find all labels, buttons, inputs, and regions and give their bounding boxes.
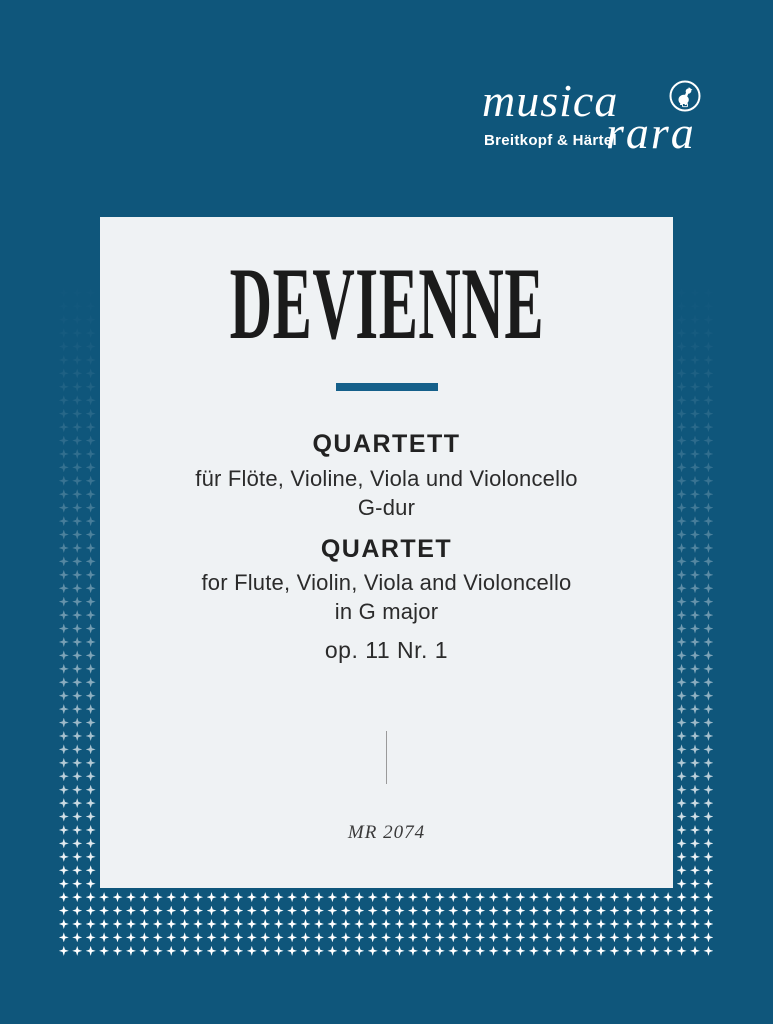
key-german: G-dur — [357, 495, 416, 520]
accent-rule — [336, 383, 438, 391]
bear-emblem-icon — [669, 80, 701, 112]
opus-number: op. 11 Nr. 1 — [324, 637, 449, 663]
title-english: QUARTET — [320, 535, 453, 563]
title-panel — [100, 217, 673, 888]
logo-word-musica: musica — [482, 75, 619, 126]
logo-word-rara: rara — [606, 107, 696, 158]
title-german: QUARTETT — [312, 430, 461, 458]
catalog-number: MR 2074 — [347, 822, 426, 843]
scoring-german: für Flöte, Violine, Viola und Violoncello — [195, 466, 578, 491]
composer-name: DEVIENNE — [229, 247, 544, 361]
scoring-english: for Flute, Violin, Viola and Violoncello — [201, 570, 572, 595]
publisher-name: Breitkopf & Härtel — [484, 132, 617, 149]
key-english: in G major — [334, 599, 439, 624]
editor-divider-line — [386, 731, 388, 784]
publisher-logo — [470, 70, 720, 170]
